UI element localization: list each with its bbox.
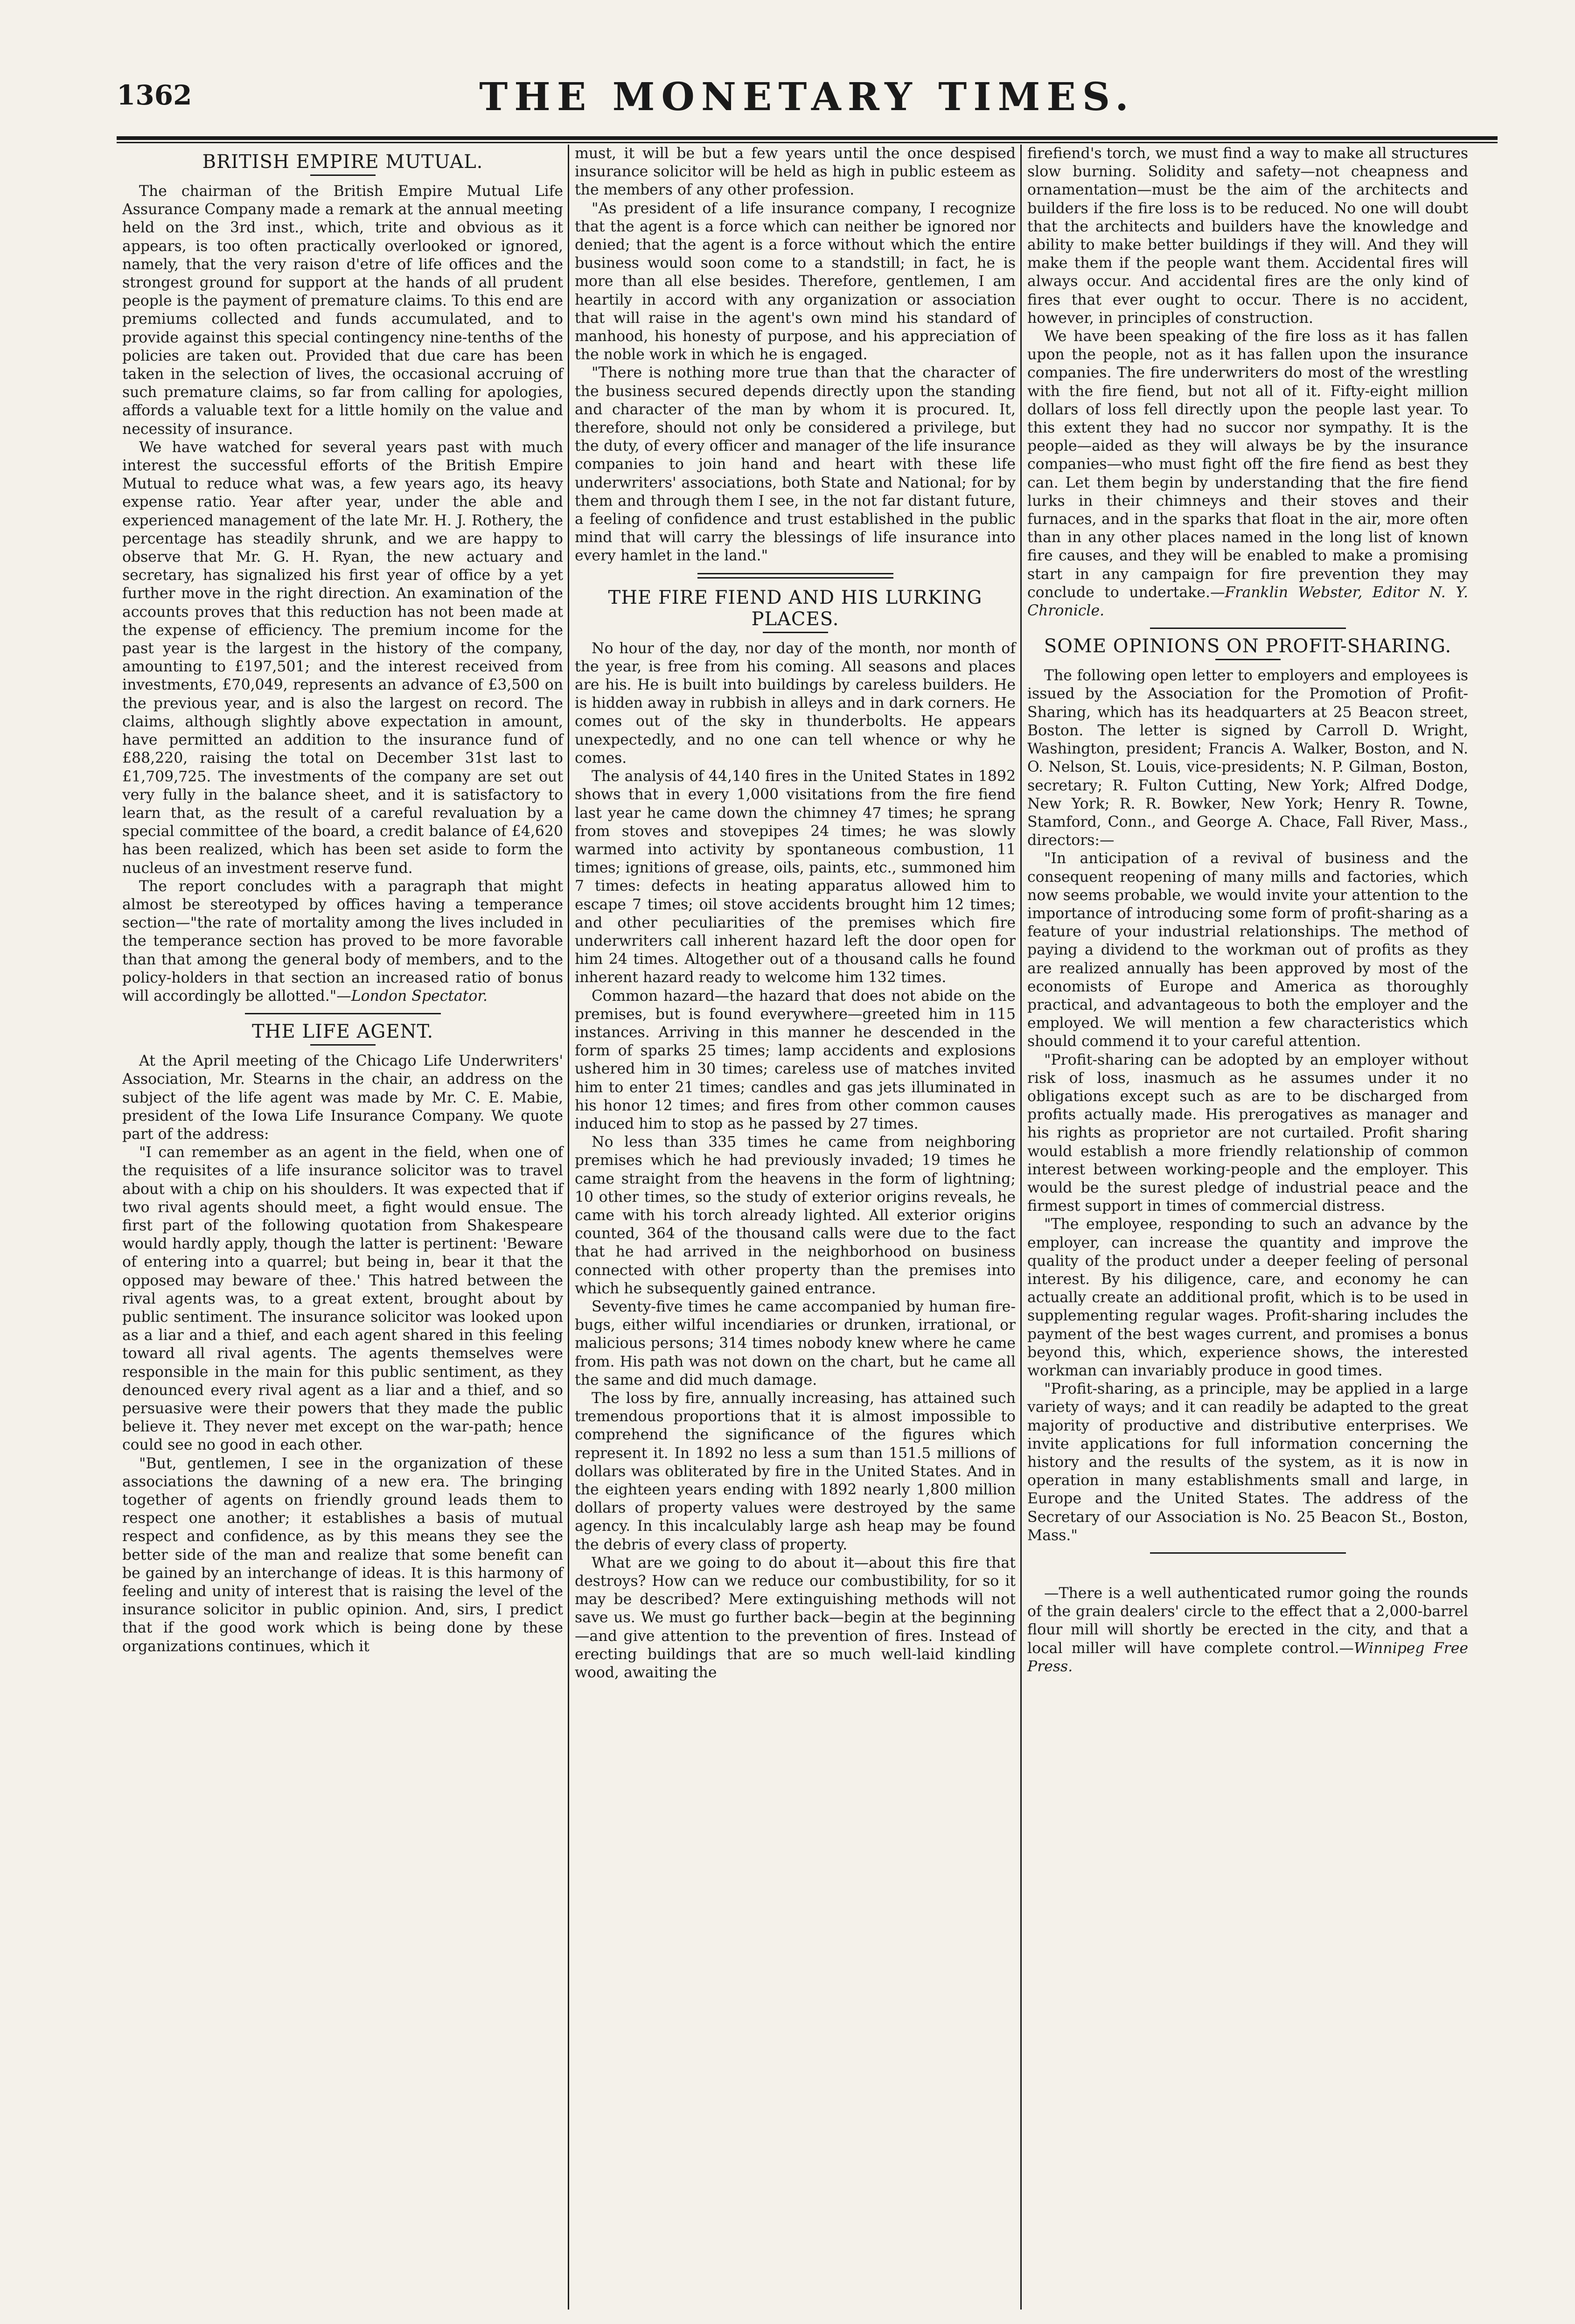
paragraph: The loss by fire, annually increasing, has attained such tremendous proportions that it is almost impossible to comprehend the significance of the figures which represent it. In 1892 no less a sum than 151.5 millions of dollars was obliterated by fire in the United States. And in the eighteen years ending with 1892 nearly 1,800 million dollars of property values were destroyed by the same agency. In this incalculably large ash heap may be found the debris of every class of property. — [575, 1390, 1016, 1553]
article-fire-fiend-continued — [1027, 145, 1468, 620]
article-life-agent — [122, 1021, 563, 1656]
paragraph — [1027, 1584, 1468, 1676]
source-attribution: —Franklin Webster, Editor N. Y. Chronicle. — [1027, 584, 1468, 620]
article-title: THE LIFE AGENT. — [251, 1021, 434, 1043]
article-separator — [697, 573, 893, 574]
column-2 — [575, 145, 1016, 2305]
article-british-empire-mutual — [122, 151, 563, 1005]
article-title: SOME OPINIONS ON PROFIT-SHARING. — [1044, 635, 1452, 657]
paragraph: "As president of a life insurance company, I recognize that the agent is a force which can neither be ignored nor denied; that the agent is a force without which the entire business would soon come to a standstill; in fact, he is more than all else besides. Therefore, gentlemen, I am heartily in accord with any organization or association that will raise in the agent's own mind his standard of manhood, his honesty of purpose, and his appreciation of the noble work in which he is engaged. — [575, 200, 1016, 363]
source-attribution: —Winnipeg Free Press. — [1027, 1640, 1469, 1675]
paragraph: "The employee, responding to such an advance by the employer, can increase the quantity and improve the quality of the product under a deeper feeling of personal interest. By his diligence, care, and economy he can actually create an additional profit, which is to be used in supplementing regular wages. Profit-sharing includes the payment of the best wages current, and promises a bonus beyond this, which, experience shows, the interested workman can invariably produce in good times. — [1027, 1216, 1468, 1379]
paragraph: The chairman of the British Empire Mutual Life Assurance Company made a remark at the annual meeting held on the 3rd inst., which, trite and obvious as it appears, is too often practically overlooked or ignored, namely, that the very raison d'etre of life offices and the strongest ground for support at the hands of all prudent people is the payment of premature claims. To this end are premiums collected and funds accumulated, and to provide against this special contingency nine-tenths of the policies are taken out. Provided that due care has been taken in the selection of lives, the occasional accruing of such premature claims, so far from calling for apologies, affords a valuable text for a little homily on the value and necessity of insurance. — [122, 183, 563, 438]
column-1 — [122, 145, 563, 2305]
header-rule-thin — [117, 142, 1498, 143]
paragraph: "Profit-sharing can be adopted by an employer without risk of loss, inasmuch as he assumes under it no obligations except such as are to be discharged from profits actually made. His prerogatives as manager and his rights as proprietor are not curtailed. Profit sharing would establish a more friendly relationship of common interest between working-people and the employer. This would be the surest pledge of industrial peace and the firmest support in times of commercial distress. — [1027, 1051, 1468, 1215]
title-rule — [310, 1044, 376, 1046]
paragraph: must, it will be but a few years until the once despised insurance solicitor will be held as high in public esteem as the members of any other profession. — [575, 145, 1016, 199]
article-profit-sharing — [1027, 635, 1468, 1545]
paragraph: firefiend's torch, we must find a way to make all structures slow burning. Solidity and safety—not cheapness and ornamentation—must be the aim of the architects and builders if the fire loss is to be reduced. No one will doubt that the architects and builders have the knowledge and ability to make better buildings if they will. And they will make them if the people want them. Accidental fires will always occur. And accidental fires are the only kind of fires that ever ought to occur. There is no accident, however, in principles of construction. — [1027, 145, 1468, 327]
paragraph-text: We have been speaking of the fire loss as it has fallen upon the people, not as it has fallen upon the insurance companies. The fire underwriters do most of the wrestling with the fire fiend, but not all of it. Fifty-eight million dollars of loss fell directly upon the people last year. To this extent they had no succor nor sympathy. It is the people—aided as they will always be by the insurance companies—who must fight off the fire fiend as best they can. Let them begin by understanding that the fire fiend lurks in their chimneys and their stoves and their furnaces, and in the sparks that float in the air, more often than in any other places named in the long list of known fire causes, and they will be enabled to make a promising start in any campaign for fire prevention they may conclude to undertake. — [1027, 328, 1468, 601]
title-rule — [763, 632, 828, 633]
article-separator — [245, 1013, 441, 1014]
paragraph: The analysis of 44,140 fires in the United States in 1892 shows that in every 1,000 visitations from the fire fiend last year he came down the chimney 47 times; he sprang from stoves and stovepipes 24 times; he was slowly warmed into activity by spontaneous combustion, 11 times; ignitions of grease, oils, paints, etc., summoned him 7 times: defects in heating apparatus allowed him to escape 7 times; oil stove accidents brought him 12 times; and other peculiarities of the premises which fire underwriters call inherent hazard left the door open for him 24 times. Altogether out of a thousand calls he found inherent hazard ready to welcome him 132 times. — [575, 768, 1016, 986]
article-separator — [1150, 1552, 1346, 1554]
paragraph: "In anticipation of a revival of business and the consequent reopening of many mills and factories, which now seems probable, we would invite your attention to the importance of introducing some form of profit-sharing as a feature of your industrial relationships. The method of paying a dividend to the workman out of profits as they are realized annually has been approved by most of the economists of Europe and America as thoroughly practical, and advantageous to both the employer and the employed. We will mention a few characteristics which should commend it to your careful attention. — [1027, 850, 1468, 1050]
paragraph: The following open letter to employers and employees is issued by the Association for the Promotion of Profit-Sharing, which has its headquarters at 25 Beacon street, Boston. The letter is signed by Carroll D. Wright, Washington, president; Francis A. Walker, Boston, and N. O. Nelson, St. Louis, vice-presidents; N. P. Gilman, Boston, secretary; R. Fulton Cutting, New York; Alfred Dodge, New York; R. R. Bowker, New York; Henry R. Towne, Stamford, Conn., and George A. Chace, Fall River, Mass., directors:— — [1027, 667, 1468, 849]
paragraph: "Profit-sharing, as a principle, may be applied in a large variety of ways; and it can readily be adapted to the great majority of productive and distributive enterprises. We invite applications for full information concerning the history and the results of the system, as it is now in operation in many establishments small and large, in Europe and the United States. The address of the Secretary of our Association is No. 25 Beacon St., Boston, Mass." — [1027, 1381, 1468, 1544]
column-divider — [568, 145, 569, 2310]
header-rule-thick — [117, 136, 1498, 140]
article-separator — [1150, 628, 1346, 629]
paragraph: We have watched for several years past with much interest the successful efforts of the British Empire Mutual to reduce what was, a few years ago, its heavy expense ratio. Year after year, under the able and experienced management of the late Mr. H. J. Rothery, the percentage has steadily shrunk, and we are happy to observe that Mr. G. H. Ryan, the new actuary and secretary, has signalized his first year of office by a yet further move in the right direction. An examination of the accounts proves that this reduction has not been made at the expense of efficiency. The premium income for the past year is the largest in the history of the company, amounting to £197,501; and the interest received from investments, £70,049, represents an advance of £3,500 on the previous year, and is also the largest on record. The claims, although slightly above expectation in amount, have permitted an addition to the insurance fund of £88,220, raising the total on December 31st last to £1,709,725. The investments of the company are set out very fully in the balance sheet, and it is satisfactory to learn that, as the result of a careful revaluation by a special committee of the board, a credit balance of £4,620 has been realized, which has been set aside to form the nucleus of an investment reserve fund. — [122, 439, 563, 877]
paragraph — [122, 878, 563, 1005]
paragraph: "I can remember as an agent in the field, when one of the requisites of a life insurance solicitor was to travel about with a chip on his shoulders. It was expected that if two rival agents should meet, a fight would ensue. The first part of the following quotation from Shakespeare would hardly apply, though the latter is pertinent: 'Beware of entering into a quarrel; but being in, bear it that the opposed may beware of thee.' This hatred between the rival agents was, to a great extent, brought about by public sentiment. The insurance solicitor was looked upon as a liar and a thief, and each agent shared in this feeling toward all rival agents. The agents themselves were responsible in the main for this public sentiment, as they denounced every rival agent as a liar and a thief, and so persuasive were their powers that they made the public believe it. They never met except on the war-path; hence could see no good in each other. — [122, 1144, 563, 1454]
article-fire-fiend — [575, 587, 1016, 1682]
paragraph: At the April meeting of the Chicago Life Underwriters' Association, Mr. Stearns in the chair, an address on the subject of the life agent was made by Mr. C. E. Mabie, president of the Iowa Life Insurance Company. We quote part of the address: — [122, 1053, 563, 1143]
page-header — [117, 70, 1498, 135]
paragraph: "But, gentlemen, I see in the organization of these associations the dawning of a new era. The bringing together of agents on friendly ground leads them to respect one another; it establishes a basis of mutual respect and confidence, as by this means they see the better side of the man and realize that some benefit can be gained by an interchange of ideas. It is this harmony of feeling and unity of interest that is raising the level of the insurance solicitor in public opinion. And, sirs, I predict that if the good work which is being done by these organizations continues, which it — [122, 1455, 563, 1655]
paragraph: No hour of the day, nor day of the month, nor month of the year, is free from his coming. All seasons and places are his. He is built into buildings by careless builders. He is hidden away in rubbish in alleys and in dark corners. He comes out of the sky in thunderbolts. He appears unexpectedly, and no one can tell whence or why he comes. — [575, 640, 1016, 767]
title-rule — [310, 174, 376, 176]
page-number: 1362 — [117, 79, 192, 111]
article-title: THE FIRE FIEND AND HIS LURKING PLACES. — [608, 586, 983, 630]
source-attribution: —London Spectator. — [336, 987, 488, 1005]
article-title: BRITISH EMPIRE MUTUAL. — [202, 151, 483, 173]
article-separator — [697, 577, 893, 579]
paragraph: Common hazard—the hazard that does not abide on the premises, but is found everywhere—greeted him in 115 instances. Arriving in this manner he descended in the form of sparks 25 times; lamp accidents and explosions ushered him in 30 times; careless use of matches invited him to enter 21 times; candles and gas jets illuminated in his honor 12 times; and fires from other common causes induced him to stop as he passed by 27 times. — [575, 987, 1016, 1132]
paragraph-text: —There is a well authenticated rumor going the rounds of the grain dealers' circle to the effect that a 2,000-barrel flour mill will shortly be erected in the city, and that a local miller will have complete control. — [1027, 1585, 1468, 1657]
masthead-title: THE MONETARY TIMES. — [479, 75, 1135, 119]
title-rule — [1215, 659, 1281, 660]
article-life-agent-continued — [575, 145, 1016, 565]
paragraph: No less than 335 times he came from neighboring premises which he had previously invaded; 19 times he came straight from the heavens in the form of lightning; 10 other times, so the study of exterior origins reveals, he came with his torch already lighted. All exterior origins counted, 364 of the thousand calls were due to the fact that he had arrived in the neighborhood on business connected with other property than the premises into which he subsequently gained entrance. — [575, 1134, 1016, 1297]
paragraph: "There is nothing more true than that the character of the business secured depends directly upon the standing and character of the man by whom it is procured. It, therefore, should not only be considered a privilege, but the duty, of every officer and manager of the life insurance companies to join hand and heart with these life underwriters' associations, both State and National; for by them and through them I see, in the not far distant future, a feeling of confidence and trust established in the public mind that will carry the blessings of life insurance into every hamlet in the land." — [575, 364, 1016, 565]
paragraph — [1027, 328, 1468, 620]
column-3 — [1027, 145, 1468, 2305]
paragraph: Seventy-five times he came accompanied by human fire-bugs, either wilful incendiaries or drunken, irrational, or malicious persons; 314 times nobody knew where he came from. His path was not down on the chart, but he came all the same and did much damage. — [575, 1298, 1016, 1389]
paragraph: What are we going to do about it—about this fire that destroys? How can we reduce our combustibility, for so it may be described? Mere extinguishing methods will not save us. We must go further back—begin at the beginning—and give attention to the prevention of fires. Instead of erecting buildings that are so much well-laid kindling wood, awaiting the — [575, 1554, 1016, 1682]
column-divider — [1020, 145, 1022, 2310]
article-flour-mill-note — [1027, 1584, 1468, 1676]
paragraph-text: The report concludes with a paragraph that might almost be stereotyped by offices having a temperance section—"the rate of mortality among the lives included in the temperance section has proved to be more favorable than that among the general body of members, and to the policy-holders in that section an increased ratio of bonus will accordingly be allotted." — [122, 878, 563, 1005]
